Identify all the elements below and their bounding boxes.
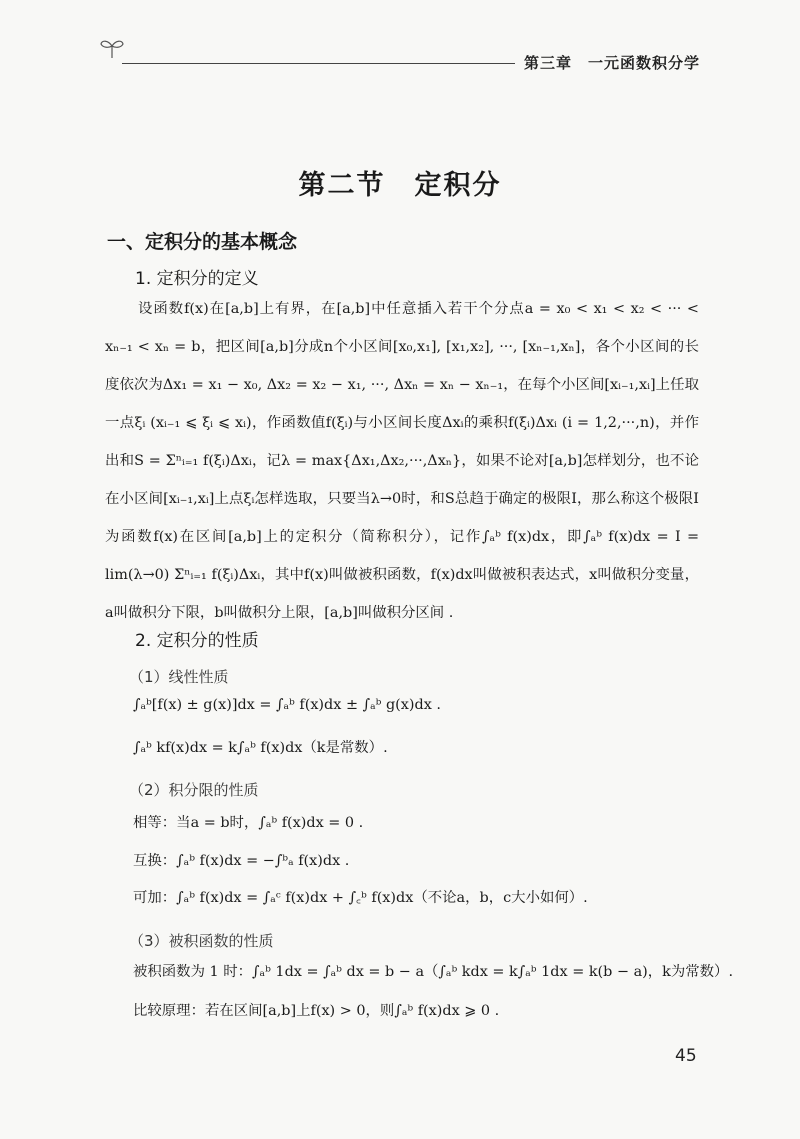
section-title: 第二节 定积分 <box>298 170 502 201</box>
heading-integrand: （3）被积函数的性质 <box>129 932 274 950</box>
formula-limits-equal: 相等：当a = b时，∫ₐᵇ f(x)dx = 0 . <box>133 815 364 831</box>
formula-limits-swap: 互换：∫ₐᵇ f(x)dx = −∫ᵇₐ f(x)dx . <box>133 853 350 869</box>
chapter-header: 第三章 一元函数积分学 <box>524 54 701 72</box>
subheading-properties: 2. 定积分的性质 <box>135 631 259 651</box>
page-number: 45 <box>675 1046 697 1066</box>
sprout-icon <box>98 36 126 60</box>
definition-text: 设函数f(x)在[a,b]上有界，在[a,b]中任意插入若干个分点a = x₀ < x₁ < x₂ < ··· < xₙ₋₁ < xₙ = b，把区间[a,b]分成n个小区间[x₀,x₁], [x₁,x₂], ···, [xₙ₋₁,xₙ]，各个小区间的长度依次为Δx₁ = x₁ − x₀, Δx₂ = x₂ − x₁, ···, Δxₙ = xₙ − xₙ₋₁，在每个小区间[xᵢ₋₁,xᵢ]上任取一点ξᵢ (xᵢ₋₁ ⩽ ξᵢ ⩽ xᵢ)，作函数值f(ξᵢ)与小区间长度Δxᵢ的乘积f(ξᵢ)Δxᵢ (i = 1,2,···,n)，并作出和S = Σⁿᵢ₌₁ f(ξᵢ)Δxᵢ，记λ = max{Δx₁,Δx₂,···,Δxₙ}，如果不论对[a,b]怎样划分，也不论在小区间[xᵢ₋₁,xᵢ]上点ξᵢ怎样选取，只要当λ→0时，和S总趋于确定的极限I，那么称这个极限I为函数f(x)在区间[a,b]上的定积分（简称积分），记作∫ₐᵇ f(x)dx，即∫ₐᵇ f(x)dx = I = lim(λ→0) Σⁿᵢ₌₁ f(ξᵢ)Δxᵢ，其中f(x)叫做被积函数，f(x)dx叫做被积表达式，x叫做积分变量，a叫做积分下限，b叫做积分上限，[a,b]叫做积分区间 . <box>105 301 699 621</box>
formula-linear-scalar: ∫ₐᵇ kf(x)dx = k∫ₐᵇ f(x)dx（k是常数）. <box>133 740 388 756</box>
formula-integrand-compare: 比较原理：若在区间[a,b]上f(x) > 0，则∫ₐᵇ f(x)dx ⩾ 0 . <box>133 1003 500 1019</box>
formula-limits-additive: 可加：∫ₐᵇ f(x)dx = ∫ₐᶜ f(x)dx + ∫꜀ᵇ f(x)dx（不论a，b，c大小如何）. <box>133 890 588 906</box>
definition-paragraph <box>105 290 699 632</box>
subheading-definition: 1. 定积分的定义 <box>135 269 259 289</box>
section-heading: 一、定积分的基本概念 <box>107 231 298 253</box>
heading-linear: （1）线性性质 <box>129 668 229 686</box>
formula-integrand-one: 被积函数为 1 时：∫ₐᵇ 1dx = ∫ₐᵇ dx = b − a（∫ₐᵇ kdx = k∫ₐᵇ 1dx = k(b − a)，k为常数）. <box>133 964 734 980</box>
heading-limits: （2）积分限的性质 <box>129 781 259 799</box>
formula-linear-sum: ∫ₐᵇ[f(x) ± g(x)]dx = ∫ₐᵇ f(x)dx ± ∫ₐᵇ g(x)dx . <box>133 697 441 713</box>
header-rule <box>122 63 515 64</box>
